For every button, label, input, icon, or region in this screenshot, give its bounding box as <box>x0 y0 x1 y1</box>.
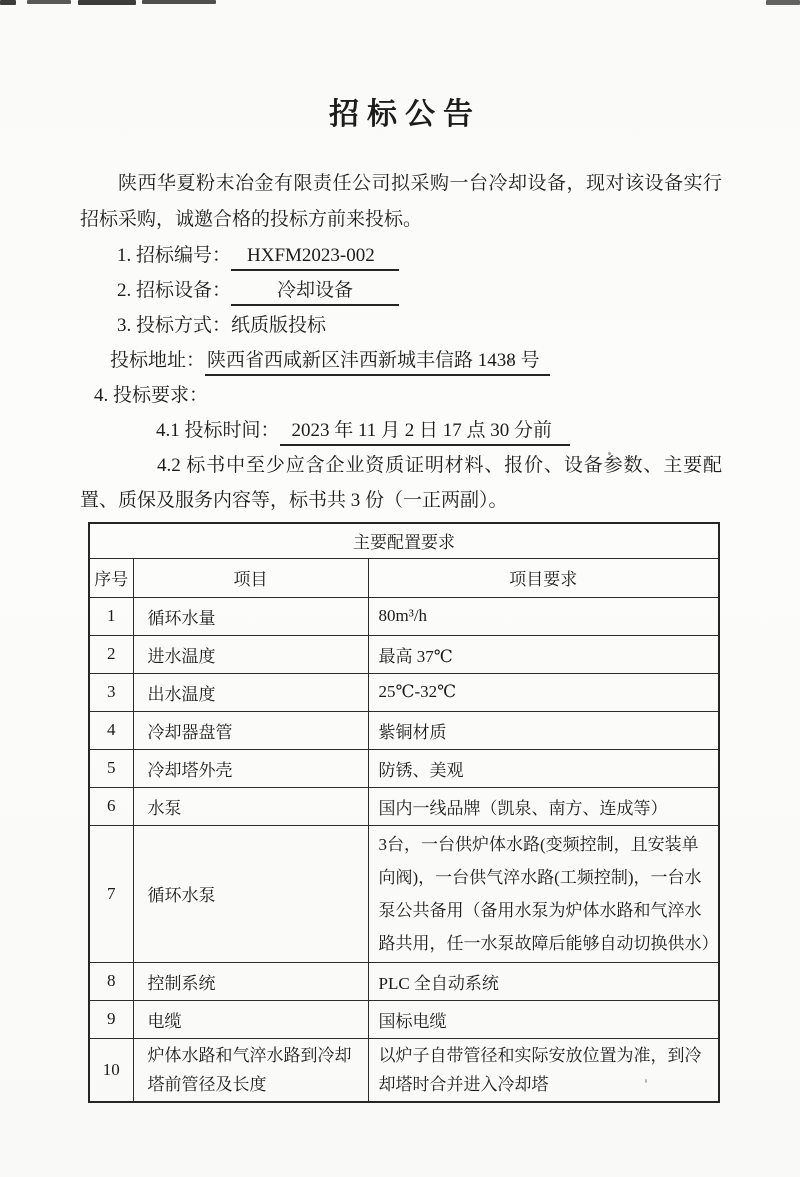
row-no: 2 <box>89 635 133 673</box>
table-row <box>89 597 719 635</box>
bid-time-line <box>156 413 722 448</box>
config-requirements-table <box>88 522 720 1103</box>
row-item: 控制系统 <box>133 962 368 1000</box>
scan-artifact-line <box>78 0 136 5</box>
table-row <box>89 673 719 711</box>
row-no: 4 <box>89 711 133 749</box>
row-req: 80m³/h <box>368 597 719 635</box>
row-item: 循环水泵 <box>133 825 368 962</box>
bid-address-line <box>110 343 722 378</box>
row-item: 冷却器盘管 <box>133 711 368 749</box>
row-req: PLC 全自动系统 <box>368 962 719 1000</box>
row-req: 3台，一台供炉体水路(变频控制，且安装单向阀)，一台供气淬水路(工频控制)，一台水泵公共备用（备用水泵为炉体水路和气淬水路共用，任一水泵故障后能够自动切换供水） <box>368 825 719 962</box>
row-req: 国标电缆 <box>368 1000 719 1038</box>
row-item: 水泵 <box>133 787 368 825</box>
document-content <box>80 94 722 1103</box>
row-no: 5 <box>89 749 133 787</box>
row-item: 出水温度 <box>133 673 368 711</box>
tender-number-line <box>117 238 722 273</box>
table-title-row <box>89 523 719 558</box>
table-row <box>89 635 719 673</box>
table-row <box>89 962 719 1000</box>
tender-number-label: 1. 招标编号： <box>117 245 232 266</box>
row-no: 1 <box>89 597 133 635</box>
table-row <box>89 825 719 962</box>
row-no: 3 <box>89 673 133 711</box>
tender-equipment-line <box>117 273 722 308</box>
page-title: 招标公告 <box>329 98 481 131</box>
bid-method-line <box>117 308 722 343</box>
row-item: 电缆 <box>133 1000 368 1038</box>
scan-artifact-line <box>142 0 216 4</box>
table-row <box>89 1038 719 1102</box>
row-req: 25℃-32℃ <box>368 673 719 711</box>
bid-time-value: 2023 年 11 月 2 日 17 点 30 分前 <box>280 417 571 446</box>
row-req: 紫铜材质 <box>368 711 719 749</box>
scan-artifact-line <box>766 0 800 5</box>
table-row <box>89 1000 719 1038</box>
row-item: 循环水量 <box>133 597 368 635</box>
tender-number-value: HXFM2023-002 <box>231 242 399 271</box>
column-header-item: 项目 <box>133 558 368 597</box>
intro-paragraph: 陕西华夏粉末冶金有限责任公司拟采购一台冷却设备，现对该设备实行招标采购，诚邀合格的投标方前来投标。 <box>80 173 722 230</box>
row-req: 防锈、美观 <box>368 749 719 787</box>
column-header-no: 序号 <box>89 558 133 597</box>
table-title: 主要配置要求 <box>89 523 719 558</box>
bid-method-label: 3. 投标方式： <box>117 315 232 336</box>
table-header-row <box>89 558 719 597</box>
row-item: 冷却塔外壳 <box>133 749 368 787</box>
bid-method-value: 纸质版投标 <box>231 315 327 336</box>
row-no: 8 <box>89 962 133 1000</box>
bid-contents-paragraph <box>80 448 722 518</box>
row-no: 6 <box>89 787 133 825</box>
row-no: 9 <box>89 1000 133 1038</box>
table-row <box>89 749 719 787</box>
scan-artifact-line <box>27 0 71 4</box>
clause-42-text: 标书中至少应含企业资质证明材料、报价、设备参数、主要配置、质保及服务内容等，标书共 3 份（一正两副）。 <box>80 455 722 511</box>
column-header-req: 项目要求 <box>368 558 719 597</box>
table-row <box>89 787 719 825</box>
row-req: 国内一线品牌（凯泉、南方、连成等） <box>368 787 719 825</box>
bid-requirements-label: 4. 投标要求： <box>94 385 209 406</box>
bid-address-value: 陕西省西咸新区沣西新城丰信路 1438 号 <box>205 347 550 376</box>
row-no: 7 <box>89 825 133 962</box>
row-req: 以炉子自带管径和实际安放位置为准，到冷却塔时合并进入冷却塔 <box>368 1038 719 1102</box>
bid-time-label: 4.1 投标时间： <box>156 420 280 441</box>
tender-equipment-value: 冷却设备 <box>231 277 399 306</box>
bid-address-label: 投标地址： <box>110 350 206 371</box>
row-req: 最高 37℃ <box>368 635 719 673</box>
bid-requirements-heading <box>94 378 722 413</box>
tender-equipment-label: 2. 招标设备： <box>117 280 232 301</box>
row-item: 炉体水路和气淬水路到冷却塔前管径及长度 <box>133 1038 368 1102</box>
clause-42-label: 4.2 <box>157 455 187 476</box>
scan-artifact-line <box>0 0 16 5</box>
table-row <box>89 711 719 749</box>
row-item: 进水温度 <box>133 635 368 673</box>
row-no: 10 <box>89 1038 133 1102</box>
